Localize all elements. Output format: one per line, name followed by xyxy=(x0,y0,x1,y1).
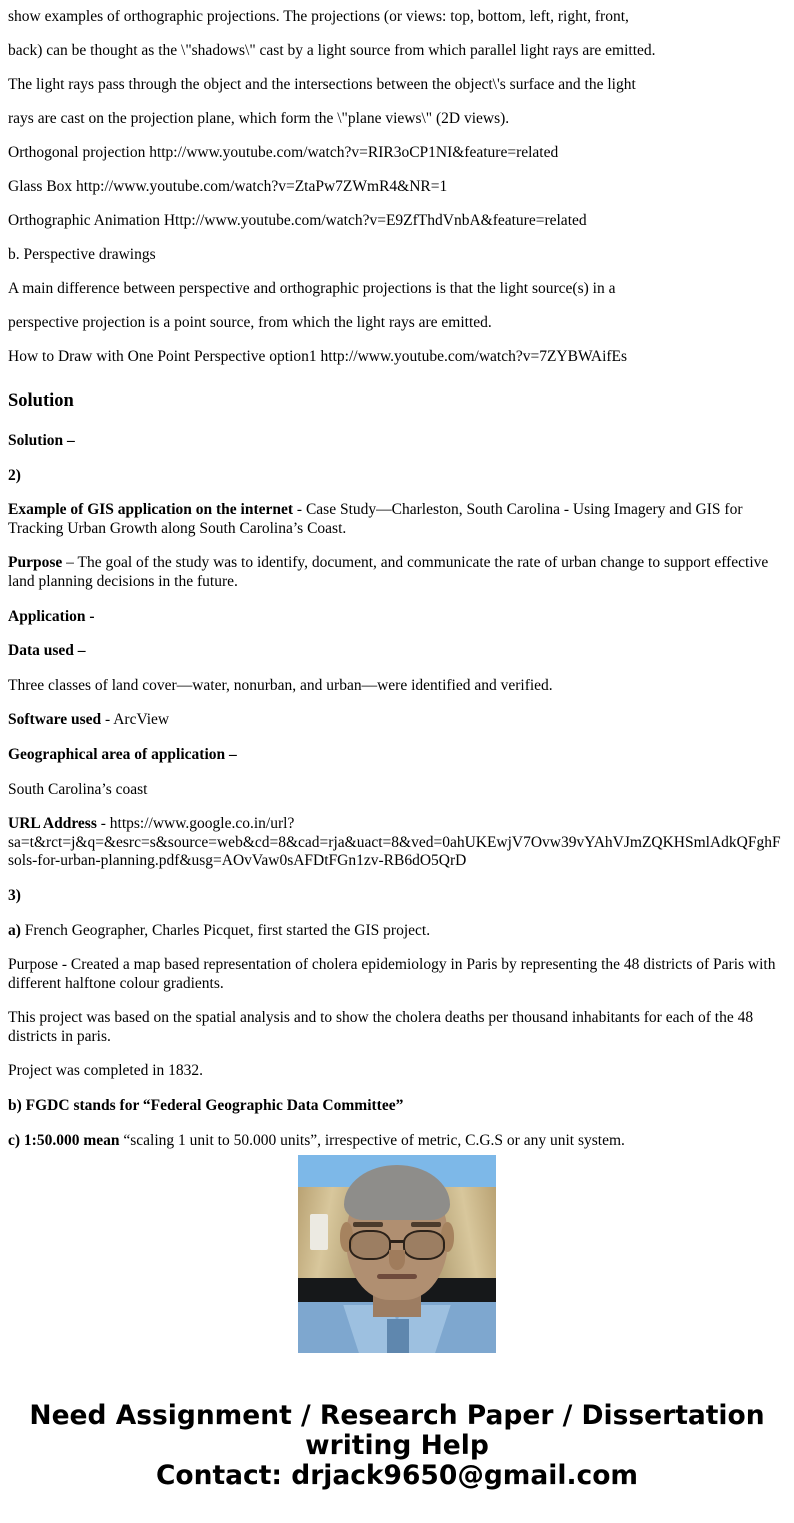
paragraph: Orthographic Animation Http://www.youtube.com/watch?v=E9ZfThdVnbA&feature=related xyxy=(8,212,587,229)
purpose: Purpose – The goal of the study was to identify, document, and communicate the rate of urban change to support effective land planning decisions in the future. xyxy=(8,554,769,590)
footer-line-2: writing Help xyxy=(305,1430,489,1461)
paragraph: b. Perspective drawings xyxy=(8,246,156,263)
paragraph: A main difference between perspective and orthographic projections is that the light source(s) in a xyxy=(8,280,616,297)
question-3a: a) French Geographer, Charles Picquet, first started the GIS project. xyxy=(8,921,431,939)
url-address: URL Address - https://www.google.co.in/url? sa=t&rct=j&q=&esrc=s&source=web&cd=8&cad=rja&uact=8&ved=0ahUKEwjV7Ovw39vYAhVJmZQKHSmlAdkQFghF sols-for-urban-planning.pdf&usg=AOvVaw0sAFDtFGn1zv-RB6dO5QrD xyxy=(8,815,781,870)
paragraph: rays are cast on the projection plane, which form the \"plane views\" (2D views). xyxy=(8,110,510,127)
paragraph: How to Draw with One Point Perspective option1 http://www.youtube.com/watch?v=7ZYBWAifEs xyxy=(8,348,628,365)
photo-eyeglass-right xyxy=(403,1230,445,1260)
footer-contact xyxy=(0,1401,794,1509)
software-used: Software used - ArcView xyxy=(8,711,170,729)
paragraph: Orthogonal projection http://www.youtube.com/watch?v=RIR3oCP1NI&feature=related xyxy=(8,144,559,161)
solution-heading: Solution xyxy=(8,391,74,411)
geographical-area-label: Geographical area of application – xyxy=(8,745,237,763)
purpose-text: – The goal of the study was to identify, document, and communicate the rate of urban change to support effective land planning decisions in the future. xyxy=(8,554,769,590)
paragraph: Glass Box http://www.youtube.com/watch?v=ZtaPw7ZWmR4&NR=1 xyxy=(8,178,448,195)
question-3c: c) 1:50.000 mean “scaling 1 unit to 50.000 units”, irrespective of metric, C.G.S or any unit system. xyxy=(8,1131,625,1149)
question-3a-project: This project was based on the spatial analysis and to show the cholera deaths per thousand inhabitants for each of the 48 districts in paris. xyxy=(8,1009,754,1045)
document-top-text xyxy=(0,0,794,374)
photo-eyeglass-left xyxy=(349,1230,391,1260)
photo-nose xyxy=(389,1250,405,1270)
photo-tie xyxy=(387,1319,409,1353)
paragraph: The light rays pass through the object and the intersections between the object\'s surface and the light xyxy=(8,76,636,93)
paragraph: perspective projection is a point source, from which the light rays are emitted. xyxy=(8,314,492,331)
question-3a-text: French Geographer, Charles Picquet, first started the GIS project. xyxy=(20,921,431,939)
photo-eyebrow-left xyxy=(353,1222,383,1227)
paragraph: back) can be thought as the \"shadows\" cast by a light source from which parallel light rays are emitted. xyxy=(8,42,656,59)
data-used-label: Data used – xyxy=(8,642,86,660)
question-3a-completed: Project was completed in 1832. xyxy=(8,1062,203,1080)
question-3-number: 3) xyxy=(8,886,21,904)
solution-label: Solution – xyxy=(8,432,75,449)
url-address-line3: sols-for-urban-planning.pdf&usg=AOvVaw0sAFDtFGn1zv-RB6dO5QrD xyxy=(8,852,467,870)
footer-line-1: Need Assignment / Research Paper / Dissertation xyxy=(29,1400,765,1431)
photo-eyeglass-bridge xyxy=(389,1240,405,1242)
geographical-area-text: South Carolina’s coast xyxy=(8,780,148,798)
avatar xyxy=(298,1155,496,1353)
data-used-text: Three classes of land cover—water, nonurban, and urban—were identified and verified. xyxy=(8,676,553,694)
photo-mouth xyxy=(377,1274,417,1279)
gis-example: Example of GIS application on the internet - Case Study—Charleston, South Carolina - Using Imagery and GIS for Tracking Urban Growth along South Carolina’s Coast. xyxy=(8,501,743,537)
url-address-line1: - https://www.google.co.in/url? xyxy=(96,815,295,833)
url-address-line2: sa=t&rct=j&q=&esrc=s&source=web&cd=8&cad=rja&uact=8&ved=0ahUKEwjV7Ovw39vYAhVJmZQKHSmlAdkQFghF xyxy=(8,833,781,851)
question-2-number: 2) xyxy=(8,466,21,484)
paragraph: show examples of orthographic projections. The projections (or views: top, bottom, left, right, front, xyxy=(8,8,629,25)
solution-block xyxy=(0,388,794,1149)
photo-eyebrow-right xyxy=(411,1222,441,1227)
question-3a-purpose: Purpose - Created a map based representation of cholera epidemiology in Paris by representing the 48 districts of Paris with different halftone colour gradients. xyxy=(8,956,776,992)
question-3c-text: “scaling 1 unit to 50.000 units”, irrespective of metric, C.G.S or any unit system. xyxy=(119,1131,625,1149)
footer-line-3: Contact: drjack9650@gmail.com xyxy=(155,1460,639,1491)
avatar-container xyxy=(0,1155,794,1353)
application-label: Application - xyxy=(8,607,95,625)
question-3b: b) FGDC stands for “Federal Geographic Data Committee” xyxy=(8,1097,404,1115)
software-used-text: - ArcView xyxy=(101,711,170,729)
photo-background-switch xyxy=(310,1214,328,1250)
gis-example-text: - Case Study—Charleston, South Carolina - Using Imagery and GIS for Tracking Urban Growth along South Carolina’s Coast. xyxy=(8,501,743,537)
